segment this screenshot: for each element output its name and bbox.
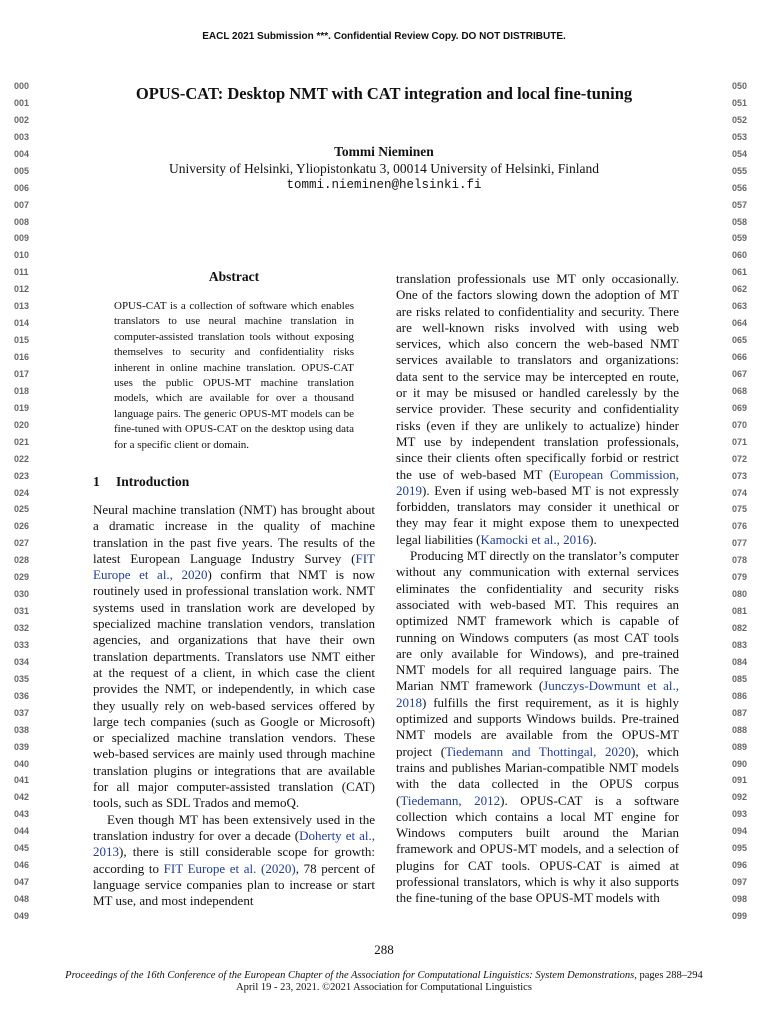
line-number: 001 <box>14 97 30 108</box>
line-number: 030 <box>14 589 30 600</box>
line-number: 068 <box>732 385 748 396</box>
line-number: 091 <box>732 775 748 786</box>
line-number: 016 <box>14 352 30 362</box>
citation-link[interactable]: Kamocki et al., 2016 <box>480 531 590 547</box>
paragraph <box>396 548 679 907</box>
line-number: 099 <box>732 910 748 921</box>
line-number: 047 <box>14 877 30 888</box>
citation-link[interactable]: FIT Europe et al. (2020) <box>163 860 296 876</box>
line-number: 017 <box>14 368 30 379</box>
line-number: 083 <box>732 639 748 650</box>
line-number: 079 <box>732 572 748 583</box>
line-number: 062 <box>732 284 748 295</box>
line-number: 044 <box>14 826 30 837</box>
line-number: 050 <box>732 81 748 91</box>
line-number: 012 <box>14 284 30 295</box>
line-number: 046 <box>14 860 30 871</box>
line-number: 094 <box>732 826 748 837</box>
line-number: 084 <box>732 656 748 667</box>
line-number: 019 <box>14 402 30 413</box>
line-number: 051 <box>732 97 748 108</box>
text-run: ) fulfills the first requirement, as it is highly optimized and supports Windows builds. Pre-trained NMT models are available from the OPUS-MT project ( <box>396 694 679 759</box>
line-number: 020 <box>14 419 30 430</box>
line-number: 058 <box>732 216 748 227</box>
line-number: 000 <box>14 81 30 91</box>
line-number: 086 <box>732 690 748 701</box>
text-run: ). <box>589 531 597 547</box>
line-number: 055 <box>732 165 748 176</box>
abstract-heading: Abstract <box>208 269 260 284</box>
citation-link[interactable]: European Commission, 2019 <box>396 466 679 498</box>
text-run: ), there is still considerable scope for growth: according to <box>93 844 375 876</box>
line-number: 061 <box>732 267 748 278</box>
line-number: 006 <box>14 182 30 193</box>
line-number: 089 <box>732 741 748 752</box>
line-number: 045 <box>14 843 30 854</box>
line-number: 087 <box>732 707 748 718</box>
line-numbers-left <box>14 78 54 925</box>
paragraph <box>396 271 679 548</box>
line-number: 076 <box>732 521 748 532</box>
line-number: 070 <box>732 419 748 430</box>
author-affiliation: University of Helsinki, Yliopistonkatu 3, 00014 University of Helsinki, Finland <box>169 161 599 176</box>
text-run: ), which trains and publishes Marian-compatible NMT models with the data collected in the OPUS corpus ( <box>396 743 679 808</box>
line-number: 018 <box>14 385 30 396</box>
line-number: 081 <box>732 606 748 617</box>
paragraph <box>93 812 375 910</box>
citation-link[interactable]: FIT Europe et al., 2020 <box>93 550 375 583</box>
line-number: 037 <box>14 707 30 718</box>
line-number: 013 <box>14 301 30 312</box>
section-title: Introduction <box>116 474 190 489</box>
line-number: 010 <box>14 250 30 261</box>
paragraph <box>93 502 375 812</box>
citation-link[interactable]: Junczys-Dowmunt et al., 2018 <box>396 678 679 710</box>
citation-link[interactable]: Doherty et al., 2013 <box>93 827 375 860</box>
line-number: 014 <box>14 318 30 329</box>
line-number: 073 <box>732 470 748 481</box>
line-number: 032 <box>14 623 30 633</box>
line-number: 074 <box>732 487 748 498</box>
line-number: 011 <box>14 267 29 278</box>
line-number: 052 <box>732 114 748 125</box>
line-number: 092 <box>732 792 748 803</box>
line-number: 034 <box>14 656 30 667</box>
line-number: 056 <box>732 182 748 193</box>
line-number: 069 <box>732 402 748 413</box>
section-heading <box>93 474 375 490</box>
text-run: translation professionals use MT only occasionally. One of the factors slowing down the adoption of MT are risks related to confidentiality and security. There are well-known risks involved with using web services, which also concern the web-based NMT services available to translators and organizations: data sent to the service may be intercepted en route, or it may be misused or handled carelessly by the service provider. These security and confidentiality risks (even if they are unlikely to actualize) hinder MT use by independent translation professionals, since their clients often specifically forbid or restrict the use of web-based MT ( <box>396 271 679 482</box>
line-number: 064 <box>732 318 748 329</box>
line-number: 003 <box>14 131 30 142</box>
line-number: 023 <box>14 470 30 481</box>
text-run: ). OPUS-CAT is a software collection which contains a local MT engine for Windows computers built around the Marian framework and OPUS-MT models, and a selection of plugins for CAT tools. OPUS-CAT is aimed at professional translators, which is why it also supports the fine-tuning of the base OPUS-MT models with <box>396 792 679 906</box>
line-number: 063 <box>732 301 748 312</box>
right-column <box>396 271 679 907</box>
line-number: 043 <box>14 809 30 820</box>
line-number: 048 <box>14 894 30 904</box>
line-number: 035 <box>14 673 30 684</box>
line-number: 005 <box>14 165 30 176</box>
line-number: 025 <box>14 504 30 515</box>
section-number: 1 <box>93 474 100 489</box>
line-number: 041 <box>14 775 30 786</box>
line-number: 042 <box>14 792 30 803</box>
line-numbers-right <box>732 78 768 925</box>
line-number: 082 <box>732 623 748 633</box>
abstract-text: OPUS-CAT is a collection of software which enables translators to use neural machine translation in computer-assisted translation tools without exposing themselves to security and confidentiality risks inherent in online machine translation. OPUS-CAT uses the public OPUS-MT machine translation models, which are available for over a thousand language pairs. The generic OPUS-MT models can be fine-tuned with OPUS-CAT on the desktop using data for a specific client or domain. <box>114 300 354 451</box>
line-number: 097 <box>732 877 748 888</box>
line-number: 090 <box>732 758 748 769</box>
line-number: 066 <box>732 352 748 362</box>
line-number: 075 <box>732 504 748 515</box>
text-run: Producing MT directly on the translator’s computer without any communication with external services eliminates the confidentiality and security risks associated with web-based MT. This requires an optimized NMT framework which is capable of running on Windows computers (as most CAT tools are only available for Windows), and pre-trained NMT models for all required language pairs. The Marian NMT framework ( <box>396 548 679 694</box>
line-number: 080 <box>732 589 748 600</box>
line-number: 096 <box>732 860 748 871</box>
author-name: Tommi Nieminen <box>334 144 434 159</box>
footer-date: April 19 - 23, 2021. ©2021 Association for Computational Linguistics <box>236 982 532 993</box>
line-number: 002 <box>14 114 30 125</box>
line-number: 022 <box>14 453 30 464</box>
line-number: 085 <box>732 673 748 684</box>
line-number: 067 <box>732 368 748 379</box>
line-number: 028 <box>14 555 30 566</box>
line-number: 098 <box>732 894 748 904</box>
line-number: 088 <box>732 724 748 735</box>
line-number: 040 <box>14 758 30 769</box>
text-run: ) confirm that NMT is now routinely used in professional translation work. NMT systems used in translation work are developed by specialized machine translation vendors, translation agencies, and organizations that have their own translation departments. Translators use NMT either at the request of a client, in which case the client provides the NMT, or independently, in which case they usually rely on web-based services offered by large tech companies (such as Google or Microsoft) or specialized machine translation vendors. These web-based services are mainly used through machine translation plugins or integrations that are available for all major computer-assisted translation (CAT) tools, such as SDL Trados and memoQ. <box>93 567 375 811</box>
line-number: 093 <box>732 809 748 820</box>
footer-venue: Proceedings of the 16th Conference of the European Chapter of the Association for Computational Linguistics: System Demonstrations <box>65 970 635 981</box>
line-number: 004 <box>14 148 30 159</box>
line-number: 072 <box>732 453 748 464</box>
text-run: , 78 percent of language service companies plan to increase or start MT use, and most independent <box>93 860 375 909</box>
page-number: 288 <box>374 942 394 957</box>
line-number: 038 <box>14 724 30 735</box>
line-number: 059 <box>732 233 748 244</box>
left-column <box>93 502 375 909</box>
proceedings-footer <box>0 970 768 994</box>
line-number: 049 <box>14 910 30 921</box>
line-number: 071 <box>732 436 748 447</box>
footer-pages: , pages 288–294 <box>634 970 703 981</box>
line-number: 060 <box>732 250 748 261</box>
line-number: 036 <box>14 690 30 701</box>
line-number: 039 <box>14 741 30 752</box>
text-run: Neural machine translation (NMT) has brought about a dramatic increase in the quality of machine translation in the past five years. The results of the latest European Language Industry Survey ( <box>93 502 375 566</box>
paper-title: OPUS-CAT: Desktop NMT with CAT integration and local fine-tuning <box>135 84 633 103</box>
text-run: ). Even if using web-based MT is not expressly forbidden, translators may consider it unethical or they may fear it might expose them to unexpected legal liabilities ( <box>396 482 679 547</box>
citation-link[interactable]: Tiedemann and Thottingal, 2020 <box>445 743 631 759</box>
line-number: 078 <box>732 555 748 566</box>
line-number: 007 <box>14 199 30 210</box>
line-number: 033 <box>14 639 30 650</box>
line-number: 065 <box>732 335 748 346</box>
text-run: Even though MT has been extensively used in the translation industry for over a decade ( <box>93 811 375 843</box>
line-number: 027 <box>14 538 30 549</box>
line-number: 021 <box>14 436 30 447</box>
citation-link[interactable]: Tiedemann, 2012 <box>400 792 501 808</box>
line-number: 054 <box>732 148 748 159</box>
line-number: 077 <box>732 538 748 549</box>
line-number: 029 <box>14 572 30 583</box>
author-email[interactable]: tommi.nieminen@helsinki.fi <box>286 178 482 192</box>
line-number: 053 <box>732 131 748 142</box>
line-number: 024 <box>14 487 30 498</box>
line-number: 057 <box>732 199 748 210</box>
line-number: 031 <box>14 606 30 617</box>
line-number: 015 <box>14 335 30 346</box>
review-header: EACL 2021 Submission ***. Confidential Review Copy. DO NOT DISTRIBUTE. <box>202 31 566 42</box>
line-number: 009 <box>14 233 30 244</box>
line-number: 095 <box>732 843 748 854</box>
line-number: 026 <box>14 521 30 532</box>
line-number: 008 <box>14 216 30 227</box>
